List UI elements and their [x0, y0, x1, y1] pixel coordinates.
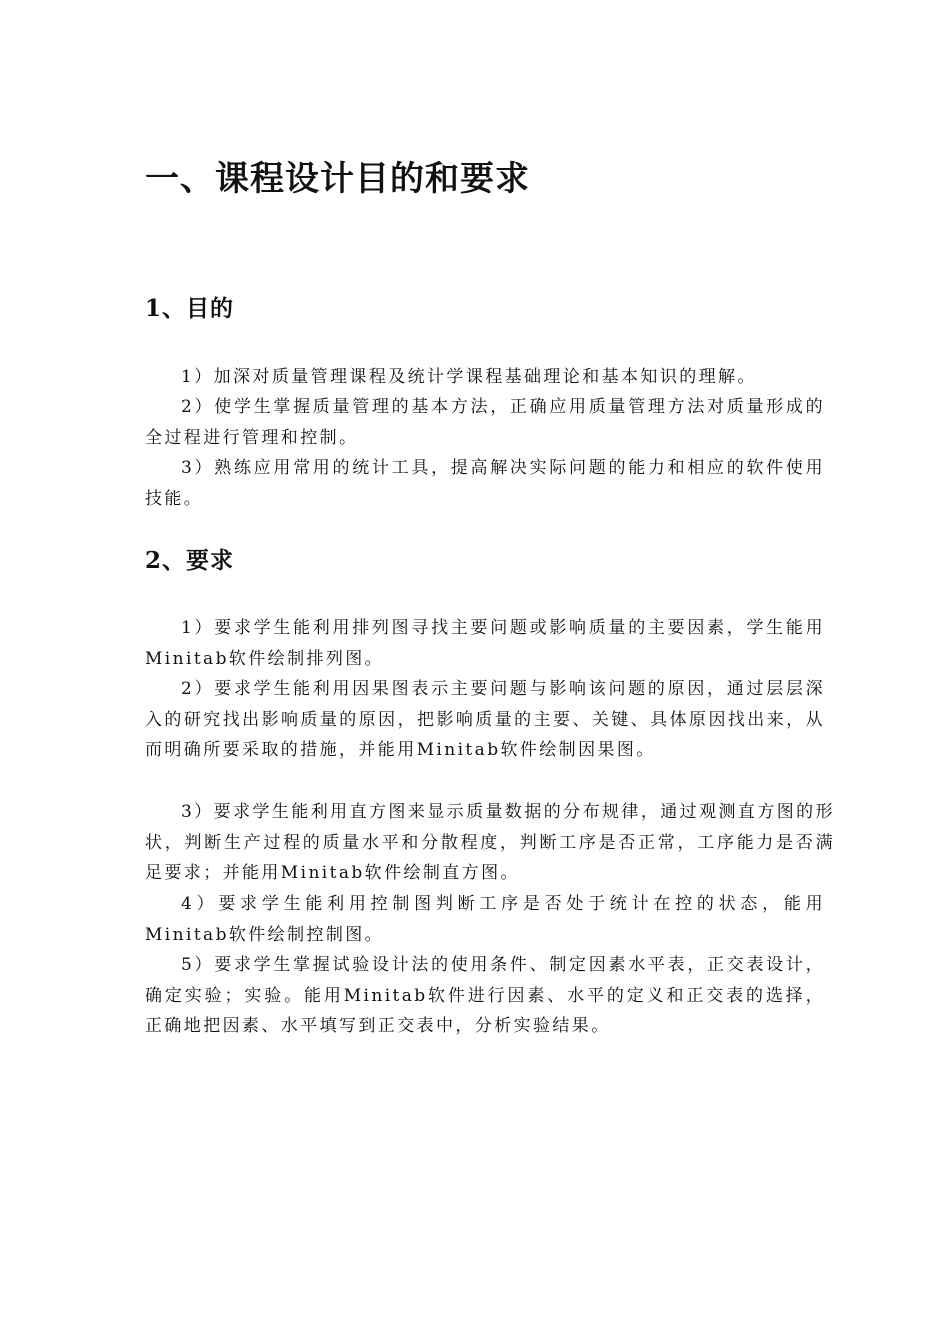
requirement-paragraph-4: 4）要求学生能利用控制图判断工序是否处于统计在控的状态，能用Minitab软件绘制控制图。	[145, 894, 825, 945]
section-heading-requirements: 2、要求	[145, 547, 235, 574]
purpose-paragraph-1: 1）加深对质量管理课程及统计学课程基础理论和基本知识的理解。	[181, 367, 757, 387]
requirement-paragraph-1: 1）要求学生能利用排列图寻找主要问题或影响质量的主要因素，学生能用Minitab软件绘制排列图。	[145, 618, 825, 669]
page-title: 一、课程设计目的和要求	[145, 159, 530, 199]
requirement-paragraph-5: 5）要求学生掌握试验设计法的使用条件、制定因素水平表，正交表设计，确定实验；实验。能用Minitab软件进行因素、水平的定义和正交表的选择，正确地把因素、水平填写到正交表中，分析实验结果。	[145, 955, 825, 1036]
requirement-paragraph-2: 2）要求学生能利用因果图表示主要问题与影响该问题的原因，通过层层深入的研究找出影响质量的原因，把影响质量的主要、关键、具体原因找出来，从而明确所要采取的措施，并能用Minitab软件绘制因果图。	[145, 679, 825, 760]
requirement-paragraph-3: 3）要求学生能利用直方图来显示质量数据的分布规律，通过观测直方图的形状，判断生产过程的质量水平和分散程度，判断工序是否正常，工序能力是否满足要求；并能用Minitab软件绘制直方图。	[145, 802, 835, 883]
purpose-paragraph-3: 3）熟练应用常用的统计工具，提高解决实际问题的能力和相应的软件使用技能。	[145, 458, 825, 509]
purpose-paragraph-2: 2）使学生掌握质量管理的基本方法，正确应用质量管理方法对质量形成的全过程进行管理和控制。	[145, 397, 825, 448]
section-heading-purpose: 1、目的	[145, 295, 235, 322]
